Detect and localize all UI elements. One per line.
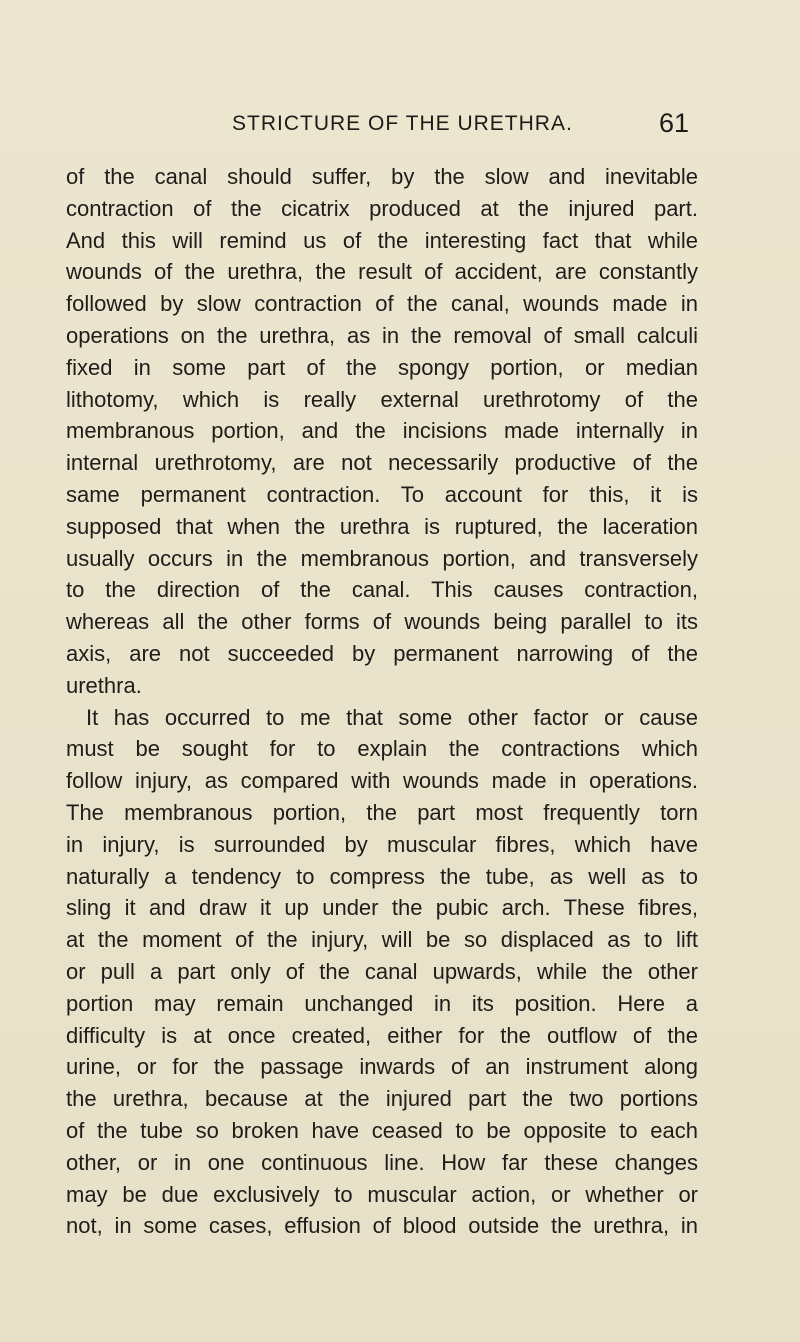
text-line: operations on the urethra, as in the removal of small calculi: [66, 322, 698, 348]
text-line: of the tube so broken have ceased to be opposite to each: [66, 1117, 698, 1143]
text-line: of the canal should suffer, by the slow and inevitable: [66, 164, 698, 189]
text-line: wounds of the urethra, the result of accident, are constantly: [66, 259, 698, 285]
text-line: portion may remain unchanged in its position. Here a: [66, 990, 698, 1016]
text-line: sling it and draw it up under the pubic arch. These fibres,: [66, 895, 698, 921]
text-line: fixed in some part of the spongy portion, or median: [66, 354, 698, 380]
page-header: [0, 108, 800, 148]
text-line: And this will remind us of the interesting fact that while: [66, 227, 698, 253]
text-line: urine, or for the passage inwards of an instrument along: [66, 1054, 698, 1080]
text-line: followed by slow contraction of the canal, wounds made in: [66, 291, 698, 317]
text-line: in injury, is surrounded by muscular fibres, which have: [66, 831, 698, 857]
text-line: at the moment of the injury, will be so displaced as to lift: [66, 927, 698, 953]
text-line: not, in some cases, effusion of blood outside the urethra, in: [66, 1213, 698, 1239]
paragraph-2: [66, 702, 698, 1243]
text-line: same permanent contraction. To account for this, it is: [66, 481, 698, 507]
text-line: follow injury, as compared with wounds made in operations.: [66, 768, 698, 794]
text-line: other, or in one continuous line. How far these changes: [66, 1149, 698, 1175]
text-line: It has occurred to me that some other factor or cause: [86, 704, 698, 730]
paragraph-1: [66, 161, 698, 702]
text-line: to the direction of the canal. This causes contraction,: [66, 577, 698, 603]
text-line: usually occurs in the membranous portion, and transversely: [66, 545, 698, 571]
running-title: STRICTURE OF THE URETHRA.: [232, 112, 573, 135]
text-line: membranous portion, and the incisions made internally in: [66, 418, 698, 444]
text-line: difficulty is at once created, either for the outflow of the: [66, 1022, 698, 1048]
text-line: The membranous portion, the part most frequently torn: [66, 799, 698, 825]
text-line: axis, are not succeeded by permanent narrowing of the: [66, 640, 698, 666]
body-text: [66, 161, 698, 1242]
text-line: must be sought for to explain the contractions which: [66, 736, 698, 762]
text-line: lithotomy, which is really external urethrotomy of the: [66, 386, 698, 412]
text-line: may be due exclusively to muscular action, or whether or: [66, 1181, 698, 1207]
text-line: the urethra, because at the injured part the two portions: [66, 1086, 698, 1112]
text-line: or pull a part only of the canal upwards, while the other: [66, 958, 698, 984]
text-line: supposed that when the urethra is ruptured, the laceration: [66, 513, 698, 539]
text-line: internal urethrotomy, are not necessarily productive of the: [66, 450, 698, 476]
text-line: urethra.: [66, 672, 142, 698]
text-line: contraction of the cicatrix produced at the injured part.: [66, 195, 698, 221]
text-line: whereas all the other forms of wounds being parallel to its: [66, 609, 698, 635]
page-number: 61: [659, 108, 690, 138]
text-line: naturally a tendency to compress the tube, as well as to: [66, 863, 698, 889]
